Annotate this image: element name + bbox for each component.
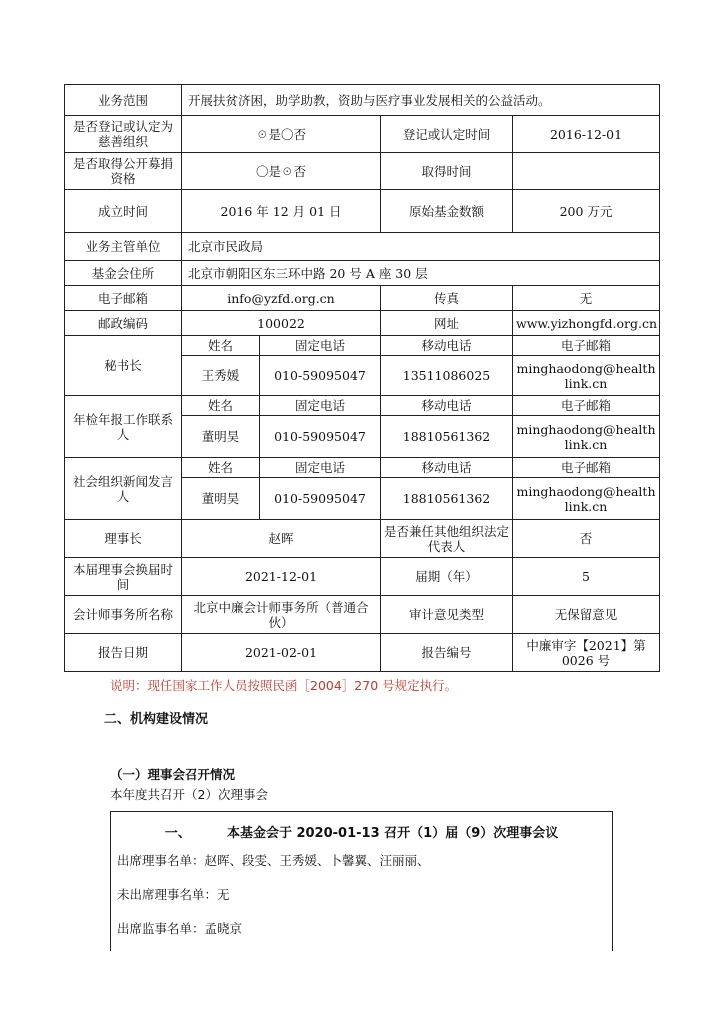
contact-phone: 010-59095047 — [260, 356, 381, 396]
meeting-title: 一、 本基金会于 2020-01-13 召开（1）届（9）次理事会议 — [164, 826, 559, 841]
supervisor-value: 北京市民政局 — [182, 233, 660, 261]
email-label: 电子邮箱 — [65, 286, 182, 311]
document-page — [64, 84, 659, 951]
meetings-count-text: 本年度共召开（2）次理事会 — [110, 787, 268, 802]
foundation-info-table — [64, 84, 660, 672]
period-value: 5 — [513, 558, 660, 596]
contact-name: 董明昊 — [182, 478, 260, 520]
contact-header-name: 姓名 — [182, 458, 260, 478]
fund-label: 原始基金数额 — [381, 190, 513, 233]
term-value: 2021-12-01 — [182, 558, 381, 596]
chairman-label: 理事长 — [65, 520, 182, 558]
subsection-title: （一）理事会召开情况 — [110, 767, 236, 782]
contact-email: minghaodong@healthlink.cn — [513, 356, 660, 396]
contact-name: 董明昊 — [182, 416, 260, 458]
report-number-value: 中廉审字【2021】第 0026 号 — [513, 634, 660, 672]
postal-label: 邮政编码 — [65, 311, 182, 336]
address-label: 基金会住所 — [65, 261, 182, 286]
meeting-absent: 未出席理事名单：无 — [117, 887, 230, 902]
period-label: 届期（年） — [381, 558, 513, 596]
established-label: 成立时间 — [65, 190, 182, 233]
contact-header-mobile: 移动电话 — [381, 336, 513, 356]
note-text: 说明：现任国家工作人员按照民函［2004］270 号规定执行。 — [110, 678, 458, 693]
meeting-box — [110, 811, 613, 951]
contact-header-mobile: 移动电话 — [381, 458, 513, 478]
contact-mobile: 18810561362 — [381, 478, 513, 520]
contact-header-mobile: 移动电话 — [381, 396, 513, 416]
term-label: 本届理事会换届时间 — [65, 558, 182, 596]
meeting-supervisors: 出席监事名单：孟晓京 — [117, 921, 243, 936]
email-value: info@yzfd.org.cn — [182, 286, 381, 311]
scope-value: 开展扶贫济困，助学助教，资助与医疗事业发展相关的公益活动。 — [182, 85, 660, 116]
website-label: 网址 — [381, 311, 513, 336]
legal-rep-label: 是否兼任其他组织法定代表人 — [381, 520, 513, 558]
contact-phone: 010-59095047 — [260, 416, 381, 458]
contact-role: 秘书长 — [65, 336, 182, 396]
accounting-value: 北京中廉会计师事务所（普通合伙） — [182, 596, 381, 634]
fundraise-time-value — [513, 153, 660, 190]
charity-time-label: 登记或认定时间 — [381, 116, 513, 153]
contact-phone: 010-59095047 — [260, 478, 381, 520]
contact-header-phone: 固定电话 — [260, 396, 381, 416]
address-value: 北京市朝阳区东三环中路 20 号 A 座 30 层 — [182, 261, 660, 286]
charity-time-value: 2016-12-01 — [513, 116, 660, 153]
section-title: 二、机构建设情况 — [104, 712, 209, 727]
contact-header-name: 姓名 — [182, 396, 260, 416]
supervisor-label: 业务主管单位 — [65, 233, 182, 261]
contact-mobile: 18810561362 — [381, 416, 513, 458]
contact-header-phone: 固定电话 — [260, 458, 381, 478]
charity-value: ☉是〇否 — [182, 116, 381, 153]
fundraise-time-label: 取得时间 — [381, 153, 513, 190]
report-date-value: 2021-02-01 — [182, 634, 381, 672]
contact-name: 王秀媛 — [182, 356, 260, 396]
contact-role: 社会组织新闻发言人 — [65, 458, 182, 520]
fax-value: 无 — [513, 286, 660, 311]
fund-value: 200 万元 — [513, 190, 660, 233]
contact-header-name: 姓名 — [182, 336, 260, 356]
contact-header-email: 电子邮箱 — [513, 458, 660, 478]
contact-email: minghaodong@healthlink.cn — [513, 478, 660, 520]
contact-header-email: 电子邮箱 — [513, 336, 660, 356]
accounting-label: 会计师事务所名称 — [65, 596, 182, 634]
contact-header-phone: 固定电话 — [260, 336, 381, 356]
contact-mobile: 13511086025 — [381, 356, 513, 396]
postal-value: 100022 — [182, 311, 381, 336]
legal-rep-value: 否 — [513, 520, 660, 558]
meeting-attended: 出席理事名单：赵晖、段雯、王秀媛、卜馨翼、汪丽丽、 — [117, 853, 430, 868]
fundraise-value: 〇是☉否 — [182, 153, 381, 190]
chairman-value: 赵晖 — [182, 520, 381, 558]
charity-label: 是否登记或认定为慈善组织 — [65, 116, 182, 153]
fax-label: 传真 — [381, 286, 513, 311]
fundraise-label: 是否取得公开募捐资格 — [65, 153, 182, 190]
opinion-label: 审计意见类型 — [381, 596, 513, 634]
report-number-label: 报告编号 — [381, 634, 513, 672]
report-date-label: 报告日期 — [65, 634, 182, 672]
contact-header-email: 电子邮箱 — [513, 396, 660, 416]
scope-label: 业务范围 — [65, 85, 182, 116]
contact-email: minghaodong@healthlink.cn — [513, 416, 660, 458]
established-value: 2016 年 12 月 01 日 — [182, 190, 381, 233]
contact-role: 年检年报工作联系人 — [65, 396, 182, 458]
website-value: www.yizhongfd.org.cn — [513, 311, 660, 336]
opinion-value: 无保留意见 — [513, 596, 660, 634]
